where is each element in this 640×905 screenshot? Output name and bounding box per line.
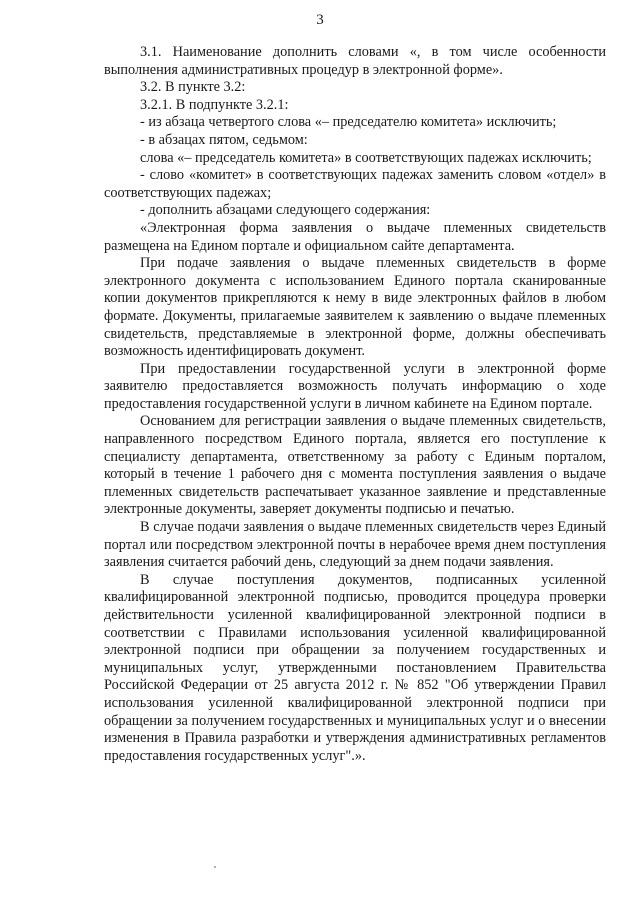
paragraph-personal-cabinet: При предоставлении государственной услуги в электронной форме заявителю предоставляется возможность получать информацию о ходе предоставления государственной услуги в личном кабинете на Едином портале. <box>104 360 606 412</box>
paragraph-signature-check: В случае поступления документов, подписанных усиленной квалифицированной электронной подписью, проводится процедура проверки действительности усиленной квалифицированной электронной подписи в соответствии с Правилами использования усиленной квалифицированной электронной подписи при обращении за получением государственных и муниципальных услуг, утвержденными постановлением Правительства Российской Федерации от 25 августа 2012 г. № 852 "Об утверждении Правил использования усиленной квалифицированной электронной подписи при обращении за получением государственных и муниципальных услуг и о внесении изменения в Правила разработки и утверждения административных регламентов предоставления государственных услуг".». <box>104 571 606 764</box>
paragraph-item-replace: - слово «комитет» в соответствующих падежах заменить словом «отдел» в соответствующих падежах; <box>104 167 606 201</box>
paragraph-item-exclude: - из абзаца четвертого слова «– председателю комитета» исключить; <box>140 114 557 131</box>
paragraph-electronic-form: «Электронная форма заявления о выдаче племенных свидетельств размещена на Едином портале и официальном сайте департамента. <box>104 219 606 254</box>
paragraph-item-supplement: - дополнить абзацами следующего содержания: <box>140 202 431 219</box>
paragraph-registration-basis: Основанием для регистрации заявления о выдаче племенных свидетельств, направленного посредством Единого портала, является его поступление к специалисту департамента, ответственному за работу с Единым порталом, который в течение 1 рабочего дня с момента поступления заявления о выдаче племенных свидетельств распечатывает указанное заявление и представленные электронные документы, заверяет документы подписью и печатью. <box>104 413 606 518</box>
paragraph-item-words: слова «– председатель комитета» в соответствующих падежах исключить; <box>140 149 592 166</box>
scan-speck <box>214 866 216 868</box>
paragraph-non-working-time: В случае подачи заявления о выдаче племенных свидетельств через Единый портал или посредством электронной почты в нерабочее время днем поступления заявления считается рабочий день, следующий за днем подачи заявления. <box>104 519 606 571</box>
paragraph-submission: При подаче заявления о выдаче племенных свидетельств в форме электронного документа с использованием Единого портала сканированные копии документов прикрепляются к нему в виде электронных файлов в любом формате. Документы, прилагаемые заявителем к заявлению о выдаче племенных свидетельств, представляемые в электронной форме, должны обеспечивать возможность идентифицировать документ. <box>104 255 606 360</box>
paragraph-3-1: 3.1. Наименование дополнить словами «, в том числе особенности выполнения административных процедур в электронной форме». <box>104 44 606 78</box>
paragraph-3-2: 3.2. В пункте 3.2: <box>140 79 246 96</box>
page-number: 3 <box>316 12 324 28</box>
paragraph-3-2-1: 3.2.1. В подпункте 3.2.1: <box>140 96 289 113</box>
paragraph-item-fifth-seventh: - в абзацах пятом, седьмом: <box>140 131 308 148</box>
document-body <box>104 44 606 765</box>
